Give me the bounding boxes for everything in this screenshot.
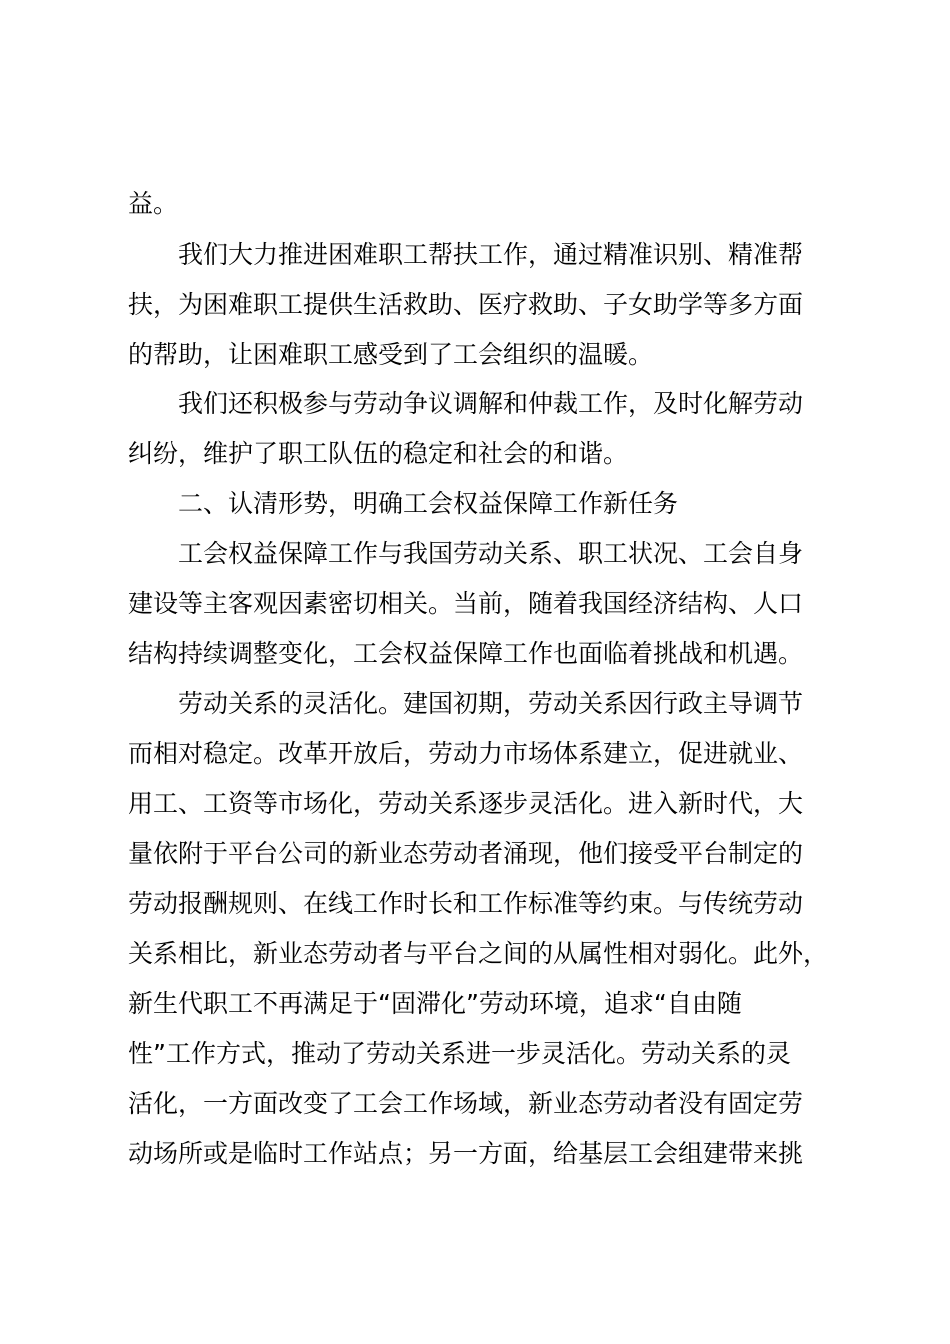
text-line: 新生代职工不再满足于“固滞化”劳动环境，追求“自由随	[128, 989, 742, 1018]
section-heading: 二、认清形势，明确工会权益保障工作新任务	[178, 489, 679, 518]
text-line: 的帮助，让困难职工感受到了工会组织的温暖。	[128, 340, 654, 369]
text-line: 纠纷，维护了职工队伍的稳定和社会的和谐。	[128, 439, 629, 468]
text-line: 性”工作方式，推动了劳动关系进一步灵活化。劳动关系的灵	[128, 1039, 791, 1068]
text-line: 建设等主客观因素密切相关。当前，随着我国经济结构、人口	[128, 589, 804, 618]
text-line: 关系相比，新业态劳动者与平台之间的从属性相对弱化。此外，	[128, 939, 829, 968]
text-line: 而相对稳定。改革开放后，劳动力市场体系建立，促进就业、	[128, 739, 804, 768]
paragraph-first-line: 我们还积极参与劳动争议调解和仲裁工作，及时化解劳动	[178, 389, 804, 418]
text-line: 活化，一方面改变了工会工作场域，新业态劳动者没有固定劳	[128, 1089, 804, 1118]
text-line: 动场所或是临时工作站点；另一方面，给基层工会组建带来挑	[128, 1139, 804, 1168]
text-line: 用工、工资等市场化，劳动关系逐步灵活化。进入新时代，大	[128, 789, 804, 818]
paragraph-first-line: 我们大力推进困难职工帮扶工作，通过精准识别、精准帮	[178, 240, 804, 269]
text-line: 量依附于平台公司的新业态劳动者涌现，他们接受平台制定的	[128, 839, 804, 868]
text-line: 结构持续调整变化，工会权益保障工作也面临着挑战和机遇。	[128, 639, 804, 668]
paragraph-first-line: 劳动关系的灵活化。建国初期，劳动关系因行政主导调节	[178, 689, 804, 718]
text-line: 劳动报酬规则、在线工作时长和工作标准等约束。与传统劳动	[128, 889, 804, 918]
paragraph-first-line: 工会权益保障工作与我国劳动关系、职工状况、工会自身	[178, 539, 804, 568]
text-line: 扶，为困难职工提供生活救助、医疗救助、子女助学等多方面	[128, 290, 804, 319]
text-line: 益。	[128, 189, 179, 218]
